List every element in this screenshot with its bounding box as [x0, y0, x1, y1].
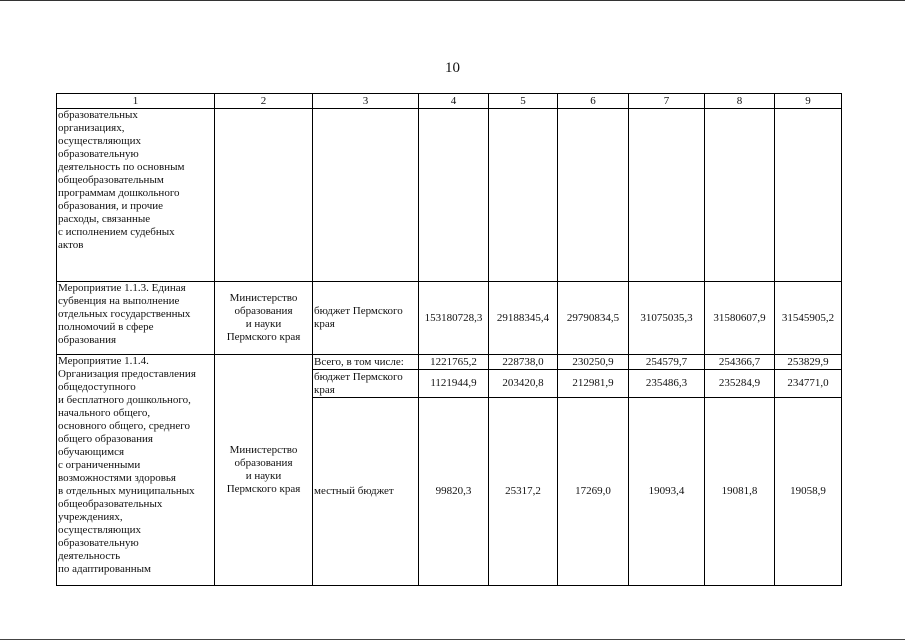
empty-cell	[775, 109, 842, 282]
table-row-activity-114-total	[57, 355, 842, 370]
header-cell: 7	[629, 94, 705, 109]
budget-table	[56, 93, 842, 586]
header-cell: 6	[558, 94, 629, 109]
table-row-activity-113	[57, 282, 842, 355]
value-cell: 1121944,9	[419, 370, 489, 398]
empty-cell	[705, 109, 775, 282]
table-row-continuation	[57, 109, 842, 282]
activity-name: Мероприятие 1.1.3. Единая субвенция на выполнение отдельных государственных полномочий в сфере образования	[57, 282, 215, 355]
value-cell: 17269,0	[558, 398, 629, 586]
value-cell: 235284,9	[705, 370, 775, 398]
value-cell: 153180728,3	[419, 282, 489, 355]
value-cell: 1221765,2	[419, 355, 489, 370]
funding-source: бюджет Пермского края	[313, 282, 419, 355]
value-cell: 29790834,5	[558, 282, 629, 355]
activity-name: Мероприятие 1.1.4. Организация предоставления общедоступного и бесплатного дошкольного, начального общего, основного общего, среднего общего образования обучающимся с ограниченными возможностями здоровья в отдельных муниципальных общеобразовательных учреждениях, осуществляющих образовательную деятельность по адаптированным	[57, 355, 215, 586]
value-cell: 31580607,9	[705, 282, 775, 355]
value-cell: 19058,9	[775, 398, 842, 586]
value-cell: 230250,9	[558, 355, 629, 370]
page-number: 10	[445, 60, 460, 76]
value-cell: 31075035,3	[629, 282, 705, 355]
empty-cell	[215, 109, 313, 282]
header-cell: 1	[57, 94, 215, 109]
header-cell: 2	[215, 94, 313, 109]
header-cell: 8	[705, 94, 775, 109]
empty-cell	[419, 109, 489, 282]
funding-source: местный бюджет	[313, 398, 419, 586]
value-cell: 25317,2	[489, 398, 558, 586]
value-cell: 228738,0	[489, 355, 558, 370]
value-cell: 253829,9	[775, 355, 842, 370]
value-cell: 99820,3	[419, 398, 489, 586]
value-cell: 234771,0	[775, 370, 842, 398]
header-cell: 3	[313, 94, 419, 109]
value-cell: 254579,7	[629, 355, 705, 370]
value-cell: 235486,3	[629, 370, 705, 398]
funding-source: бюджет Пермского края	[313, 370, 419, 398]
header-cell: 5	[489, 94, 558, 109]
value-cell: 29188345,4	[489, 282, 558, 355]
header-row	[57, 94, 842, 109]
value-cell: 19093,4	[629, 398, 705, 586]
activity-continuation: образовательных организациях, осуществляющих образовательную деятельность по основным общеобразовательным программам дошкольного образования, и прочие расходы, связанные с исполнением судебных актов	[57, 109, 215, 282]
value-cell: 254366,7	[705, 355, 775, 370]
empty-cell	[313, 109, 419, 282]
page-top-edge	[0, 0, 905, 1]
executor: Министерство образования и науки Пермского края	[215, 355, 313, 586]
header-cell: 4	[419, 94, 489, 109]
empty-cell	[558, 109, 629, 282]
header-cell: 9	[775, 94, 842, 109]
value-cell: 203420,8	[489, 370, 558, 398]
executor: Министерство образования и науки Пермского края	[215, 282, 313, 355]
empty-cell	[489, 109, 558, 282]
value-cell: 212981,9	[558, 370, 629, 398]
funding-source: Всего, в том числе:	[313, 355, 419, 370]
empty-cell	[629, 109, 705, 282]
value-cell: 31545905,2	[775, 282, 842, 355]
value-cell: 19081,8	[705, 398, 775, 586]
